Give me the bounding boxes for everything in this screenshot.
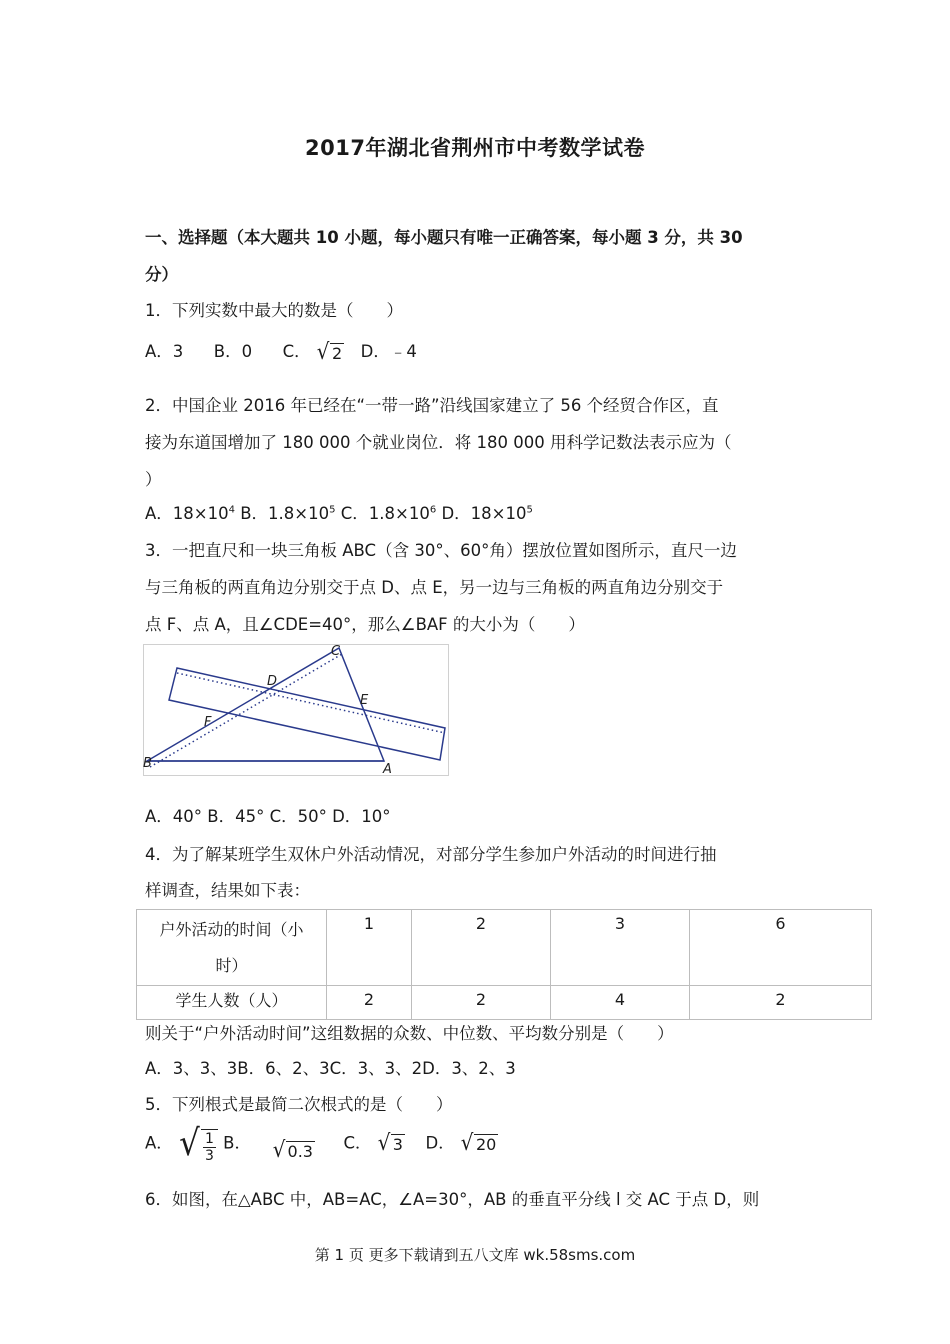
section-heading-cont: 分）: [145, 265, 178, 284]
question-4-line-1: 4．为了解某班学生双休户外活动情况，对部分学生参加户外活动的时间进行抽: [145, 845, 717, 864]
table-header-count: 学生人数（人）: [137, 986, 327, 1020]
q5-option-b: B．: [223, 1133, 251, 1153]
label-d: D: [267, 674, 278, 689]
q1-option-c: C．: [282, 342, 311, 361]
activity-table: [136, 909, 872, 1020]
q5-option-a: A．: [145, 1133, 173, 1153]
ruler-triangle-figure: [143, 644, 449, 776]
question-5-options: [145, 1124, 498, 1164]
question-1-stem: 1．下列实数中最大的数是（ ）: [145, 301, 403, 320]
question-2-line-1: 2．中国企业 2016 年已经在“一带一路”沿线国家建立了 56 个经贸合作区，直: [145, 396, 719, 415]
question-2-line-2: 接为东道国增加了 180 000 个就业岗位．将 180 000 用科学记数法表示应为（: [145, 433, 732, 452]
q5-sqrt-frac: √ $\frac{1}{3}$: [178, 1124, 218, 1164]
table-cell: 3: [551, 910, 690, 986]
question-5-stem: 5．下列根式是最简二次根式的是（ ）: [145, 1095, 453, 1114]
table-cell: 4: [551, 986, 690, 1020]
table-row: [137, 910, 872, 986]
page-footer: 第 1 页 更多下载请到五八文库 wk.58sms.com: [314, 1246, 636, 1264]
question-6-line-1: 6．如图，在△ABC 中，AB=AC，∠A=30°，AB 的垂直平分线 l 交 AC 于点 D，则: [145, 1190, 760, 1209]
table-cell: 1: [327, 910, 412, 986]
figure-frame: [144, 645, 449, 776]
label-a: A: [383, 762, 392, 776]
label-b: B: [143, 756, 152, 771]
triangle-ticks: [150, 654, 342, 767]
ruler-ticks: [177, 673, 445, 733]
q5-option-c: C．: [343, 1133, 372, 1153]
q5-option-d: D．: [425, 1133, 455, 1153]
section-heading: 一、选择题（本大题共 10 小题，每小题只有唯一正确答案，每小题 3 分，共 30: [145, 228, 743, 247]
q5-sqrt-b: √ 0.3: [272, 1138, 313, 1163]
q2-option-a: A．18×10: [145, 504, 229, 523]
q2-option-b: B．1.8×10: [240, 504, 330, 523]
page-title: 2017年湖北省荆州市中考数学试卷: [305, 136, 645, 160]
question-3-options: A．40° B．45° C．50° D．10°: [145, 807, 391, 826]
q2-option-d: D．18×10: [441, 504, 527, 523]
q1-sqrt: √ 2: [316, 339, 343, 365]
q5-sqrt-d: √ 20: [460, 1131, 497, 1156]
table-cell: 6: [690, 910, 872, 986]
triangle-abc: [147, 648, 384, 761]
table-cell: 2: [327, 986, 412, 1020]
ruler-outline: [169, 668, 445, 760]
question-4-line-2: 样调查，结果如下表：: [145, 881, 310, 900]
label-e: E: [360, 693, 369, 708]
question-4-after: 则关于“户外活动时间”这组数据的众数、中位数、平均数分别是（ ）: [145, 1024, 674, 1043]
question-4-options: A．3、3、3B．6、2、3C．3、3、2D．3、2、3: [145, 1059, 516, 1078]
q1-option-b: B．0: [213, 342, 253, 361]
label-f: F: [204, 715, 212, 730]
question-1-options: [145, 338, 417, 364]
question-2-options: A．$18\times 10^4$ B．$1.8\times 10^5$ C．$1.8\times 10^6$ D．$18\times 10^5$: [145, 504, 533, 523]
question-2-line-3: ）: [145, 470, 162, 489]
q5-sqrt-c: √ 3: [377, 1131, 403, 1156]
table-header-time: 户外活动的时间（小 时）: [137, 910, 327, 986]
table-row: [137, 986, 872, 1020]
q1-option-d: D．﹣4: [360, 342, 417, 361]
question-3-line-3: 点 F、点 A，且∠CDE=40°，那么∠BAF 的大小为（ ）: [145, 615, 585, 634]
table-cell: 2: [412, 986, 551, 1020]
table-cell: 2: [690, 986, 872, 1020]
label-c: C: [331, 644, 341, 659]
question-3-line-2: 与三角板的两直角边分别交于点 D、点 E，另一边与三角板的两直角边分别交于: [145, 578, 724, 597]
question-3-line-1: 3．一把直尺和一块三角板 ABC（含 30°、60°角）摆放位置如图所示，直尺一边: [145, 541, 737, 560]
table-cell: 2: [412, 910, 551, 986]
q1-option-a: A．3: [145, 342, 184, 361]
q2-option-c: C．1.8×10: [340, 504, 430, 523]
